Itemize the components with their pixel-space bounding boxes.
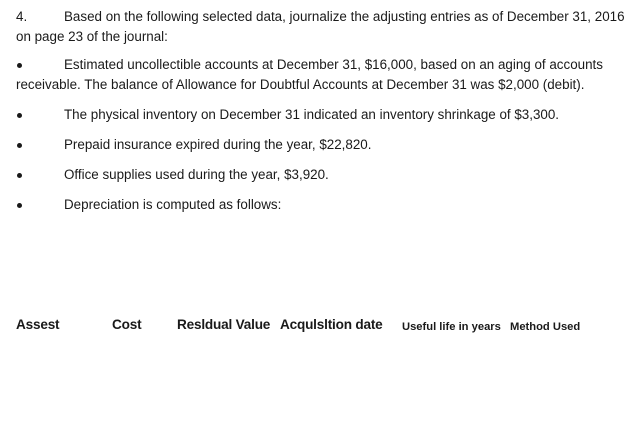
- bullet-icon: [17, 63, 22, 68]
- header-asset: Assest: [16, 317, 60, 332]
- bullet-icon: [17, 143, 22, 148]
- item-3-text: Prepaid insurance expired during the year, $22,820.: [64, 137, 372, 152]
- bullet-icon: [17, 173, 22, 178]
- header-useful-life: Useful life in years: [402, 321, 501, 333]
- header-residual-value: Resldual Value: [177, 317, 271, 332]
- header-cost: Cost: [112, 317, 142, 332]
- item-4-text: Office supplies used during the year, $3,920.: [64, 167, 329, 182]
- item-1-line1: Estimated uncollectible accounts at December 31, $16,000, based on an aging of accounts: [64, 57, 603, 72]
- header-acquisition-date: Acqulsltion date: [280, 317, 383, 332]
- item-2-text: The physical inventory on December 31 indicated an inventory shrinkage of $3,300.: [64, 107, 560, 122]
- header-method-used: Method Used: [510, 321, 581, 333]
- question-number: 4.: [16, 9, 28, 24]
- item-5-text: Depreciation is computed as follows:: [64, 197, 282, 212]
- item-1-line2: receivable. The balance of Allowance for Doubtful Accounts at December 31 was $2,000 (debit).: [16, 77, 585, 92]
- question-text-line2: on page 23 of the journal:: [16, 29, 168, 44]
- bullet-icon: [17, 203, 22, 208]
- bullet-icon: [17, 113, 22, 118]
- question-text-line1: Based on the following selected data, journalize the adjusting entries as of December 31, 2016: [64, 9, 625, 24]
